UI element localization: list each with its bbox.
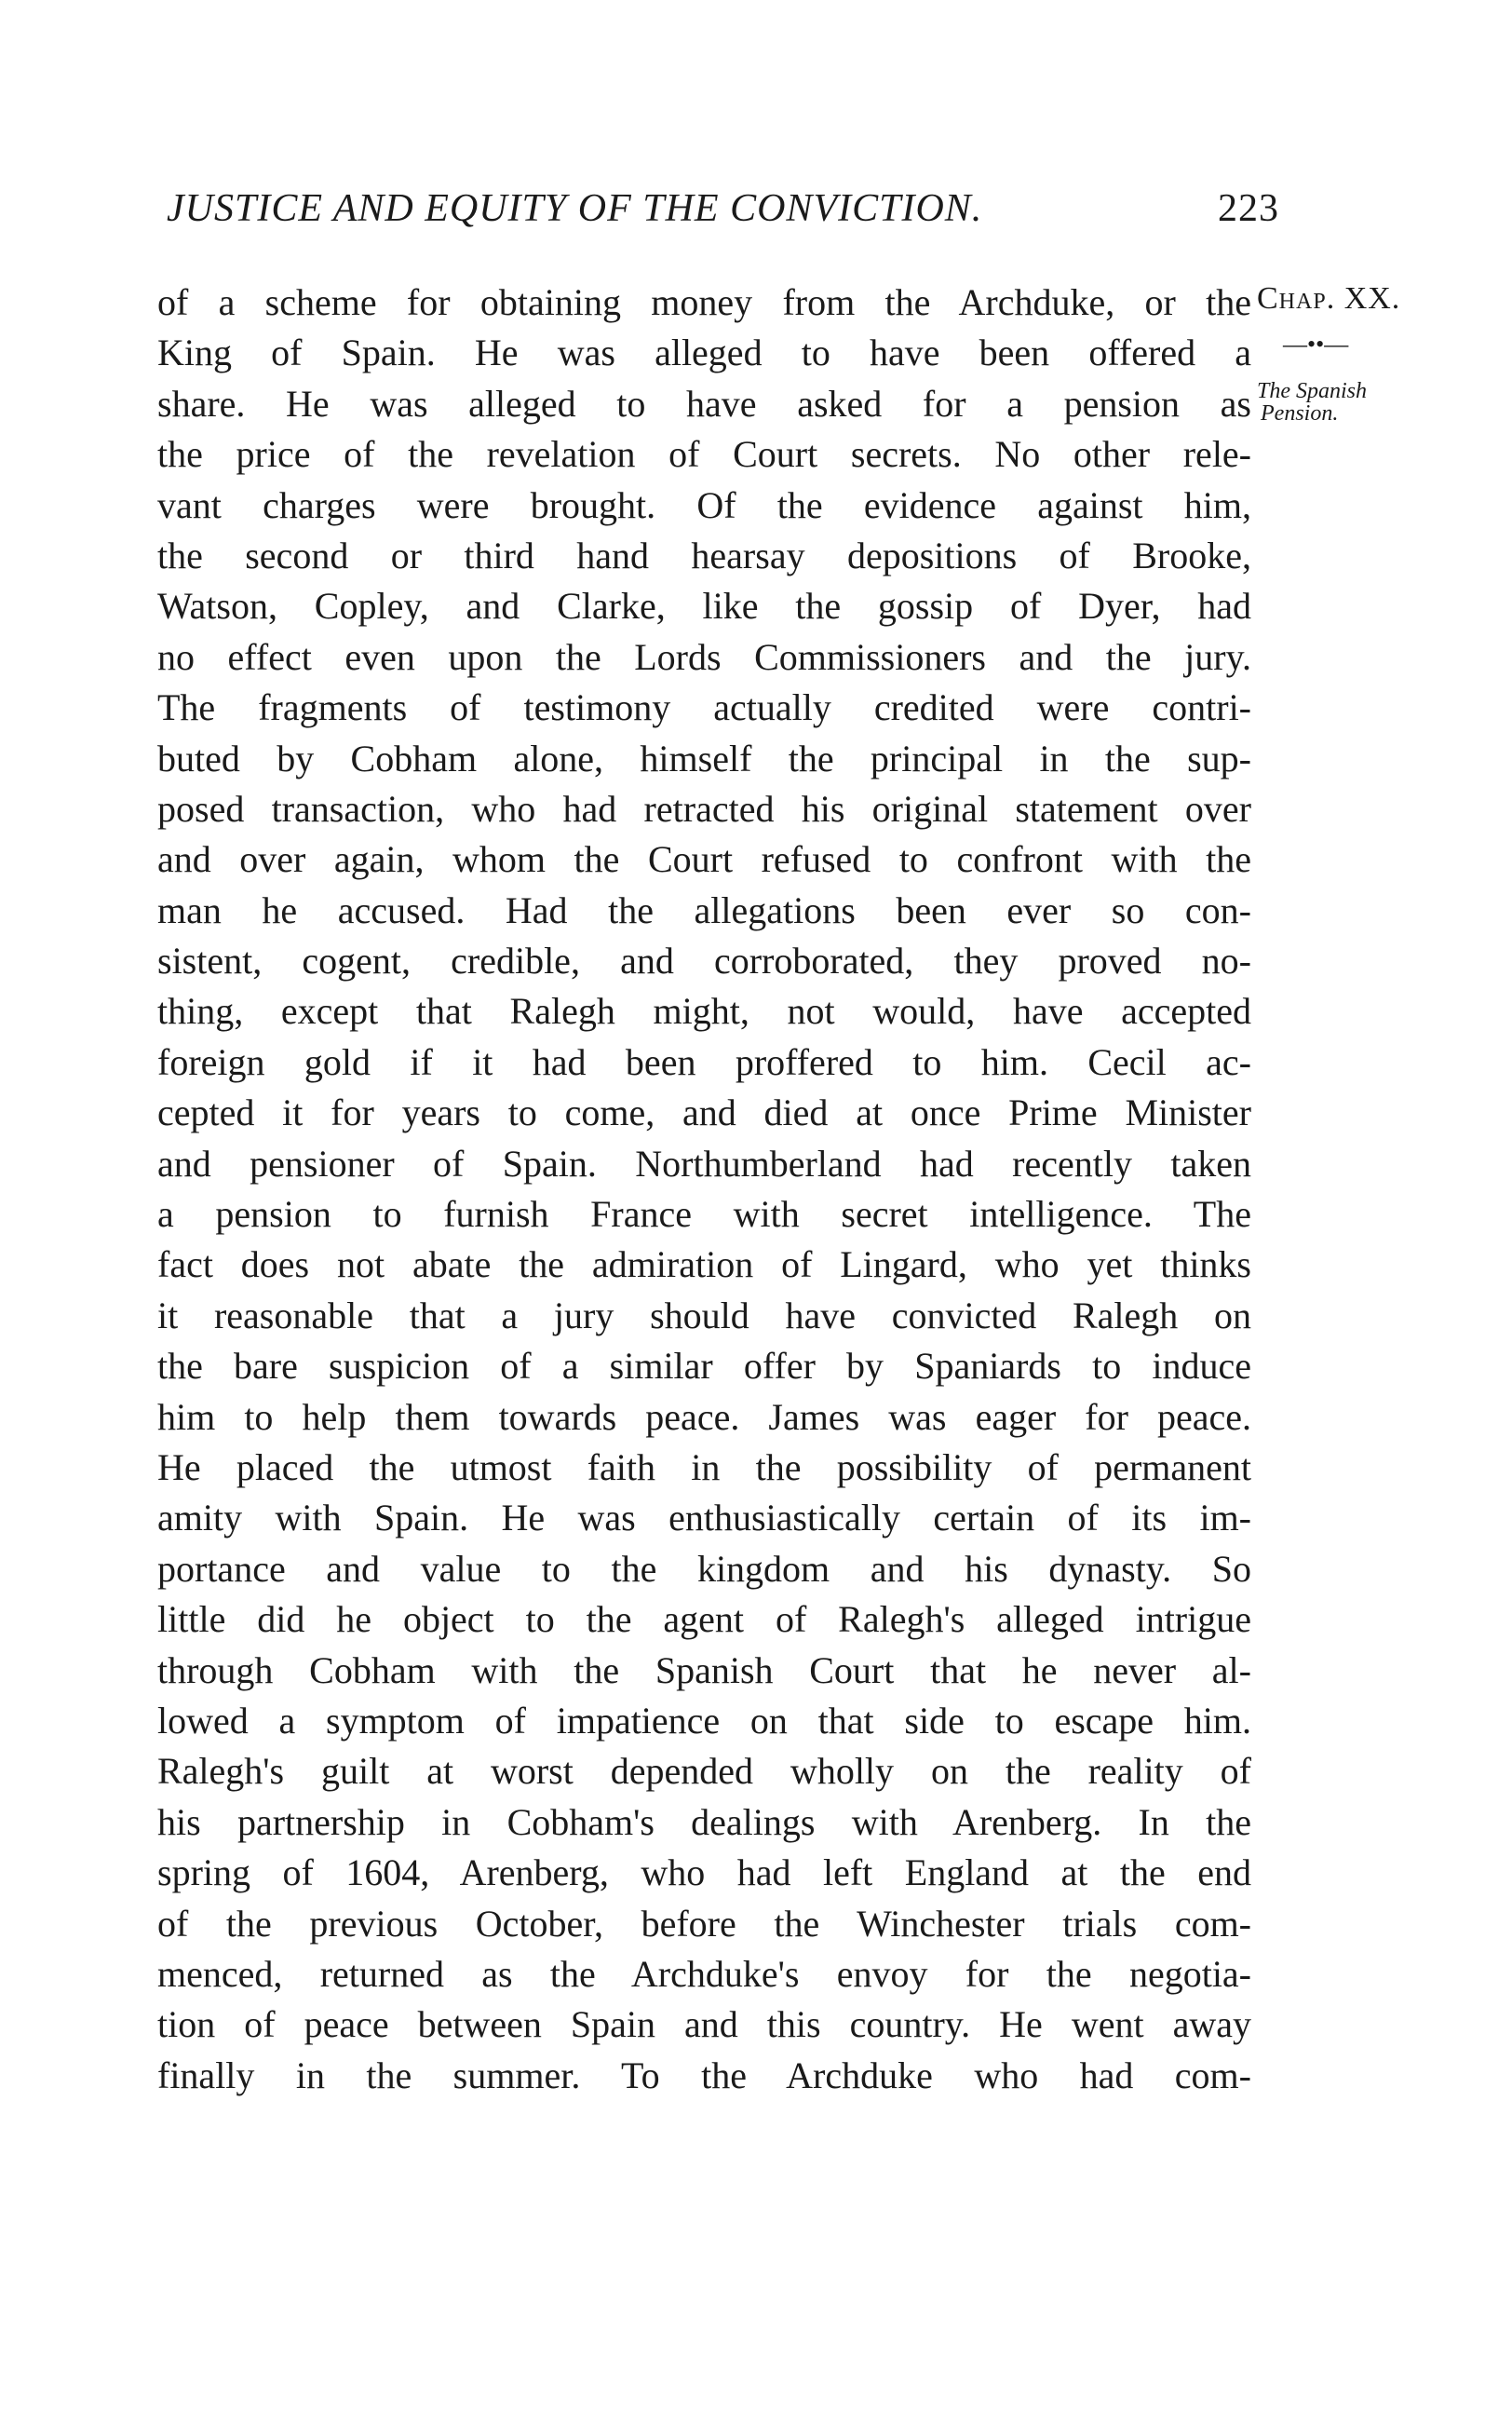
text-line: and over again, whom the Court refused to confront with the <box>157 838 1251 881</box>
text-line: amity with Spain. He was enthusiastically certain of its im- <box>157 1497 1251 1539</box>
text-line: buted by Cobham alone, himself the principal in the sup- <box>157 737 1251 779</box>
text-line: of a scheme for obtaining money from the Archduke, or the <box>157 281 1251 323</box>
text-line: King of Spain. He was alleged to have been offered a <box>157 332 1251 374</box>
text-line: spring of 1604, Arenberg, who had left England at the end <box>157 1851 1251 1894</box>
text-line: the price of the revelation of Court secrets. No other rele- <box>157 433 1251 476</box>
text-line: vant charges were brought. Of the evidence against him, <box>157 483 1251 526</box>
text-line: little did he object to the agent of Ralegh's alleged intrigue <box>157 1598 1251 1641</box>
text-line: of the previous October, before the Winchester trials com- <box>157 1902 1251 1945</box>
page-number: 223 <box>1218 187 1279 230</box>
margin-note-line: The Spanish <box>1257 379 1368 403</box>
margin-note-line: Pension. <box>1261 401 1339 426</box>
text-line: Watson, Copley, and Clarke, like the gossip of Dyer, had <box>157 585 1251 628</box>
text-line: portance and value to the kingdom and his dynasty. So <box>157 1547 1251 1590</box>
text-line: posed transaction, who had retracted his original statement over <box>157 787 1251 830</box>
chapter-marker: Chap. XX. <box>1257 281 1401 316</box>
text-line: share. He was alleged to have asked for a pension as <box>157 382 1251 425</box>
text-line: and pensioner of Spain. Northumberland had recently taken <box>157 1142 1251 1185</box>
text-line: lowed a symptom of impatience on that side to escape him. <box>157 1699 1251 1742</box>
text-line: finally in the summer. To the Archduke who had com- <box>157 2054 1251 2096</box>
text-line: foreign gold if it had been proffered to him. Cecil ac- <box>157 1040 1251 1083</box>
running-header <box>167 186 1279 231</box>
text-line: the bare suspicion of a similar offer by Spaniards to induce <box>157 1345 1251 1388</box>
text-line: it reasonable that a jury should have convicted Ralegh on <box>157 1294 1251 1336</box>
header-title: JUSTICE AND EQUITY OF THE CONVICTION. <box>167 187 983 230</box>
text-line: tion of peace between Spain and this country. He went away <box>157 2003 1251 2046</box>
text-line: menced, returned as the Archduke's envoy for the negotia- <box>157 1952 1251 1995</box>
ornament-divider: —••— <box>1283 331 1349 358</box>
text-line: cepted it for years to come, and died at once Prime Minister <box>157 1091 1251 1134</box>
body-text <box>157 278 1251 2101</box>
text-line: thing, except that Ralegh might, not would, have accepted <box>157 990 1251 1033</box>
margin-note <box>1257 380 1367 425</box>
text-line: the second or third hand hearsay depositions of Brooke, <box>157 534 1251 576</box>
text-line: fact does not abate the admiration of Lingard, who yet thinks <box>157 1243 1251 1286</box>
text-line: through Cobham with the Spanish Court that he never al- <box>157 1648 1251 1691</box>
text-line: Ralegh's guilt at worst depended wholly on the reality of <box>157 1750 1251 1793</box>
text-line: a pension to furnish France with secret intelligence. The <box>157 1193 1251 1236</box>
text-line: no effect even upon the Lords Commissioners and the jury. <box>157 635 1251 678</box>
text-line: The fragments of testimony actually credited were contri- <box>157 686 1251 729</box>
text-line: man he accused. Had the allegations been ever so con- <box>157 888 1251 931</box>
text-line: him to help them towards peace. James was eager for peace. <box>157 1395 1251 1438</box>
text-line: sistent, cogent, credible, and corroborated, they proved no- <box>157 940 1251 983</box>
text-line: his partnership in Cobham's dealings with Arenberg. In the <box>157 1800 1251 1843</box>
text-line: He placed the utmost faith in the possibility of permanent <box>157 1445 1251 1488</box>
